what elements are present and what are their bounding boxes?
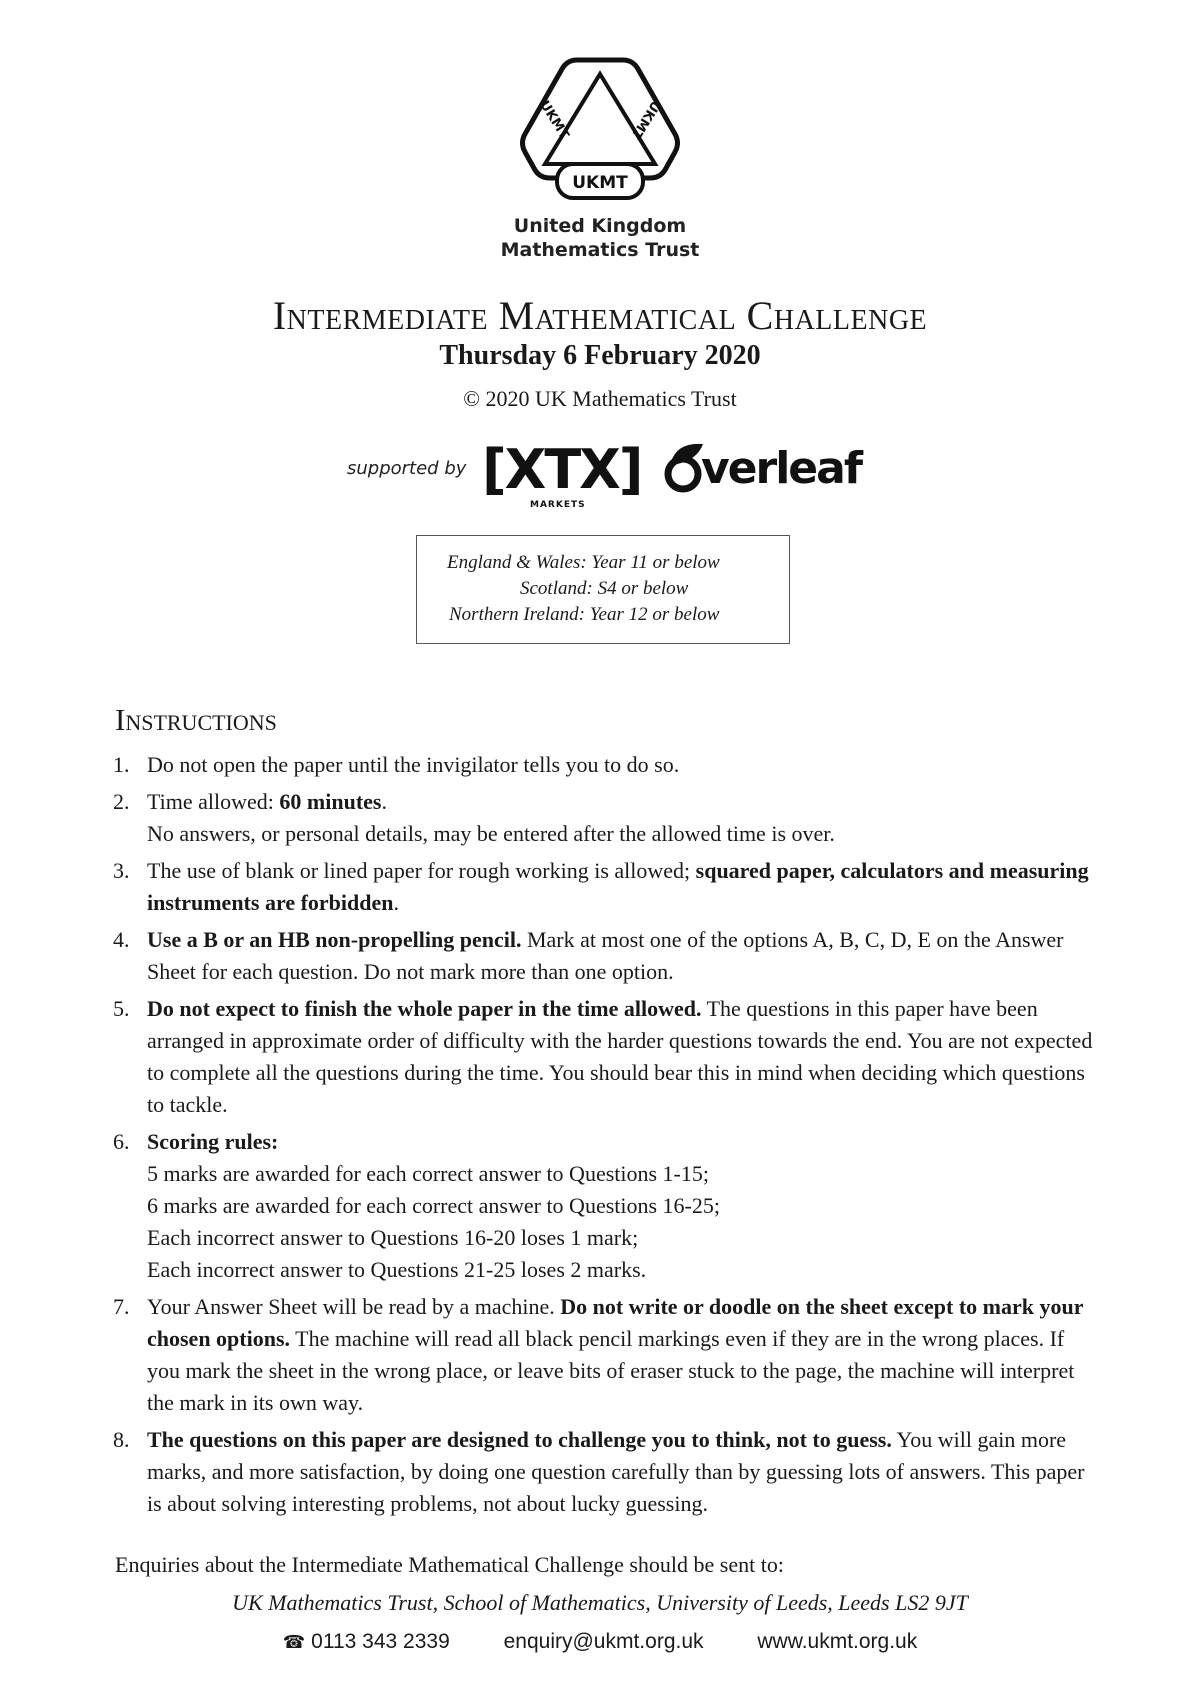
instruction-text: The questions in this paper have been arranged in approximate order of difficulty with the harder questions towards the end. You are not expected to complete all the questions during the time. You should bear this in mind when deciding which questions to tackle.: [147, 996, 1093, 1117]
instruction-text: You will gain more marks, and more satisfaction, by doing one question carefully than by guessing lots of answers. This paper is about solving interesting problems, not about lucky guessing.: [147, 1427, 1085, 1516]
xtx-logo-subtext: MARKETS: [530, 500, 586, 510]
org-name: [0, 214, 1200, 262]
instruction-bold-text: 60 minutes: [279, 789, 382, 814]
scoring-rule-line: 6 marks are awarded for each correct answer to Questions 16-25;: [147, 1193, 720, 1218]
instruction-text: No answers, or personal details, may be entered after the allowed time is over.: [147, 821, 835, 846]
overleaf-logo-text: verleaf: [701, 443, 861, 494]
instruction-text: Time allowed:: [147, 789, 280, 814]
instruction-bold-text: Scoring rules:: [147, 1129, 279, 1154]
instruction-bold-text: Do not write or doodle on the sheet except to mark your chosen options.: [147, 1294, 1084, 1351]
page-title: Intermediate Mathematical Challenge: [272, 293, 928, 338]
instruction-bold-text: squared paper, calculators and measuring instruments are forbidden: [147, 858, 1089, 915]
eligibility-northern-ireland: Northern Ireland: Year 12 or below: [449, 604, 720, 625]
overleaf-logo: [663, 432, 863, 502]
org-name-line-2: Mathematics Trust: [500, 239, 700, 261]
instruction-number: 6.: [113, 1129, 130, 1154]
instruction-bold-text: The questions on this paper are designed to challenge you to think, not to guess.: [147, 1427, 892, 1452]
instruction-item-5: [113, 993, 1098, 1121]
copyright-notice: © 2020 UK Mathematics Trust: [463, 386, 737, 411]
instructions-heading: Instructions: [115, 702, 277, 737]
instruction-number: 5.: [113, 996, 130, 1021]
instruction-number: 2.: [113, 789, 130, 814]
xtx-logo-text: [XTX]: [482, 438, 642, 501]
postal-address: UK Mathematics Trust, School of Mathematics, University of Leeds, Leeds LS2 9JT: [232, 1590, 968, 1615]
svg-text:UKMT: UKMT: [536, 98, 572, 143]
instruction-item-8: [113, 1424, 1098, 1520]
instructions-list: [113, 749, 1098, 1525]
instruction-bold-text: Use a B or an HB non-propelling pencil.: [147, 927, 522, 952]
enquiries-text: Enquiries about the Intermediate Mathematical Challenge should be sent to:: [115, 1552, 784, 1577]
org-name-line-1: United Kingdom: [513, 215, 687, 237]
ukmt-logo-graphic: [515, 52, 685, 202]
svg-text:UKMT: UKMT: [627, 97, 663, 142]
instruction-text: The use of blank or lined paper for rough working is allowed;: [147, 858, 696, 883]
instruction-number: 7.: [113, 1294, 130, 1319]
instruction-text: The machine will read all black pencil markings even if they are in the wrong places. If you mark the sheet in the wrong place, or leave bits of eraser stuck to the page, the machine will interpret the mark in its own way.: [147, 1326, 1075, 1415]
svg-text:UKMT: UKMT: [572, 173, 628, 193]
ukmt-logo: [515, 52, 685, 202]
instruction-text: Do not open the paper until the invigilator tells you to do so.: [147, 752, 680, 777]
instruction-item-1: [113, 749, 1098, 781]
instruction-item-2: [113, 786, 1098, 850]
phone-number: 0113 343 2339: [311, 1630, 450, 1653]
scoring-rule-line: 5 marks are awarded for each correct answer to Questions 1-15;: [147, 1161, 709, 1186]
instruction-item-3: [113, 855, 1098, 919]
instruction-text: Mark at most one of the options A, B, C, D, E on the Answer Sheet for each question. Do not mark more than one option.: [147, 927, 1064, 984]
contact-line: [0, 1630, 1200, 1654]
exam-date: Thursday 6 February 2020: [439, 340, 761, 371]
supported-by-label: supported by: [347, 458, 467, 479]
instruction-text: .: [381, 789, 387, 814]
instruction-bold-text: Do not expect to finish the whole paper in the time allowed.: [147, 996, 702, 1021]
xtx-markets-logo: [482, 438, 642, 510]
website-link[interactable]: www.ukmt.org.uk: [757, 1630, 918, 1653]
eligibility-box: [416, 535, 790, 644]
instruction-item-4: [113, 924, 1098, 988]
instruction-number: 8.: [113, 1427, 130, 1452]
phone-icon: ☎: [282, 1632, 306, 1652]
scoring-rule-line: Each incorrect answer to Questions 16-20 loses 1 mark;: [147, 1225, 639, 1250]
eligibility-scotland: Scotland: S4 or below: [520, 578, 689, 599]
instruction-number: 1.: [113, 752, 130, 777]
instruction-text: .: [393, 890, 399, 915]
instruction-item-6: [113, 1126, 1098, 1286]
instruction-item-7: [113, 1291, 1098, 1419]
email-address[interactable]: enquiry@ukmt.org.uk: [503, 1630, 704, 1653]
eligibility-england-wales: England & Wales: Year 11 or below: [447, 552, 720, 573]
instruction-text: Your Answer Sheet will be read by a machine.: [147, 1294, 561, 1319]
instruction-number: 4.: [113, 927, 130, 952]
instruction-number: 3.: [113, 858, 130, 883]
scoring-rule-line: Each incorrect answer to Questions 21-25 loses 2 marks.: [147, 1257, 647, 1282]
